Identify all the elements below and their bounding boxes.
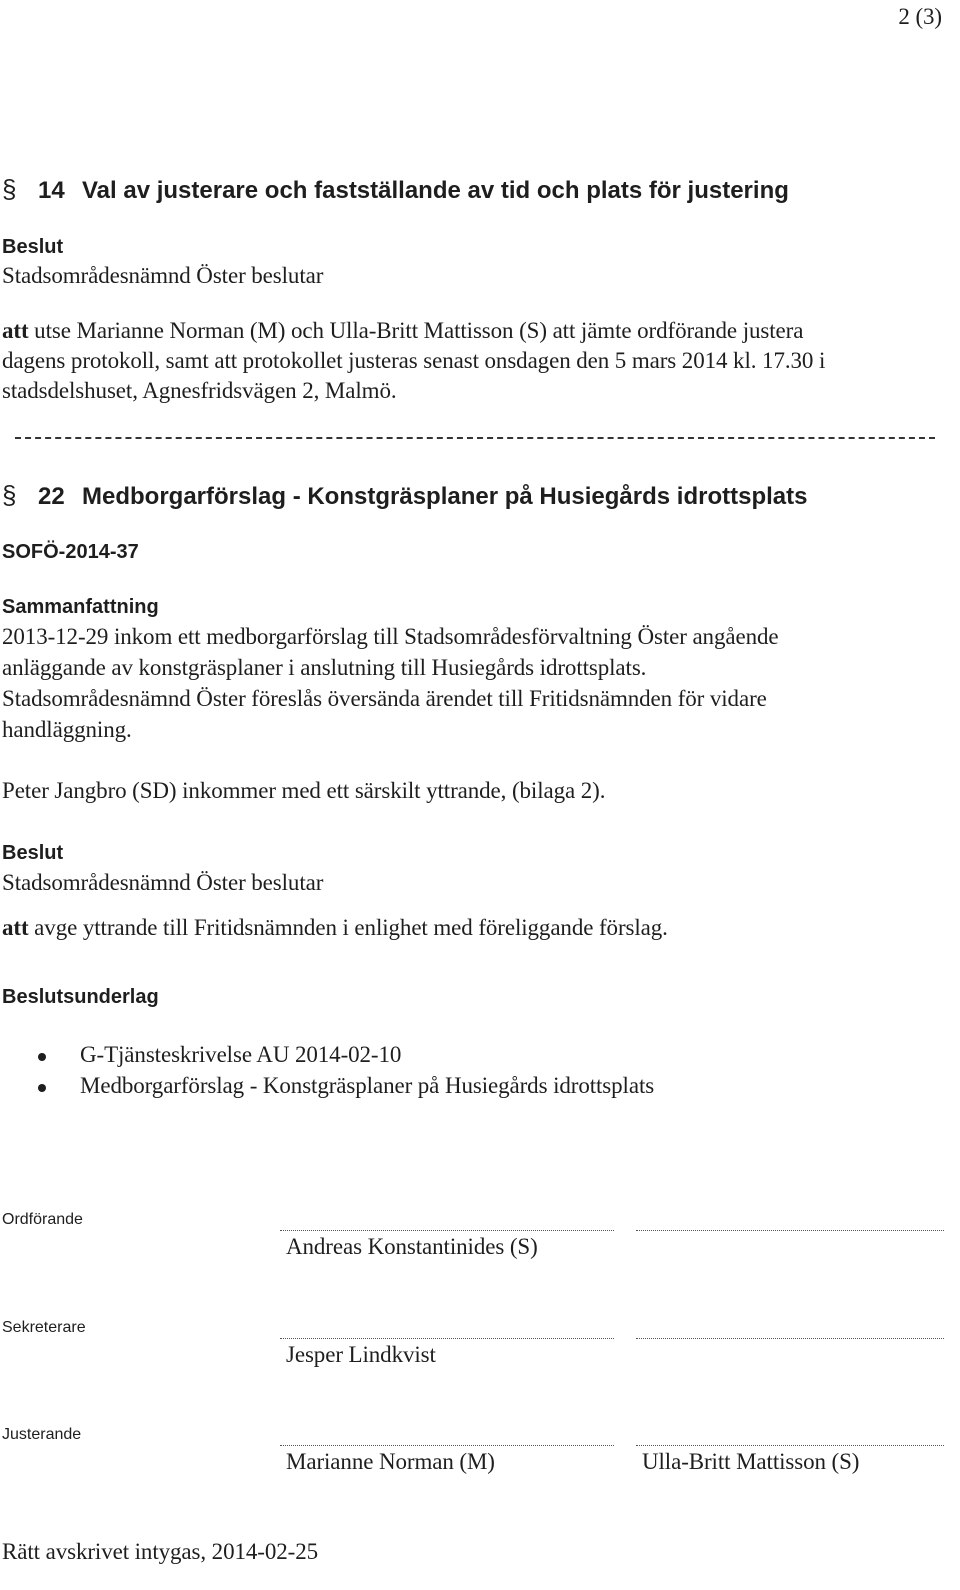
summary-line: 2013-12-29 inkom ett medborgarförslag till Stadsområdesförvaltning Öster angående [2, 624, 779, 649]
decision-text: avge yttrande till Fritidsnämnden i enlighet med föreliggande förslag. [28, 915, 668, 940]
list-item: Medborgarförslag - Konstgräsplaner på Husiegårds idrottsplats [80, 1073, 655, 1098]
adjuster-name: Ulla-Britt Mattisson (S) [642, 1449, 860, 1474]
summary-heading: Sammanfattning [2, 596, 159, 618]
beslut-heading: Beslut [2, 842, 64, 864]
section-number: 22 [38, 483, 65, 510]
case-id: SOFÖ-2014-37 [2, 541, 139, 563]
summary-line: handläggning. [2, 717, 132, 742]
signature-line [280, 1338, 614, 1339]
list-item: G-Tjänsteskrivelse AU 2014-02-10 [80, 1042, 402, 1067]
chair-label: Ordförande [2, 1211, 83, 1228]
secretary-label: Sekreterare [2, 1319, 86, 1336]
decision-line [2, 915, 668, 941]
signature-line [636, 1338, 944, 1339]
certification-footer: Rätt avskrivet intygas, 2014-02-25 [2, 1539, 318, 1564]
att-word: att [2, 915, 29, 940]
decision-text: utse Marianne Norman (M) och Ulla-Britt Mattisson (S) att jämte ordförande justera [28, 318, 804, 343]
underlag-heading: Beslutsunderlag [2, 986, 159, 1008]
signature-line [636, 1445, 944, 1446]
section-number: 14 [38, 177, 65, 204]
signature-line [280, 1445, 614, 1446]
section-separator [15, 437, 935, 439]
adjusters-label: Justerande [2, 1426, 82, 1443]
page-number: 2 (3) [898, 4, 942, 29]
beslut-intro: Stadsområdesnämnd Öster beslutar [2, 870, 324, 895]
att-word: att [2, 318, 29, 343]
decision-line: stadsdelshuset, Agnesfridsvägen 2, Malmö. [2, 378, 397, 403]
section-title: Val av justerare och fastställande av tid och plats för justering [82, 177, 789, 204]
section-symbol: § [2, 174, 17, 204]
chair-name: Andreas Konstantinides (S) [286, 1234, 538, 1259]
bullet-icon [38, 1084, 46, 1092]
special-statement: Peter Jangbro (SD) inkommer med ett särskilt yttrande, (bilaga 2). [2, 778, 606, 803]
decision-line: dagens protokoll, samt att protokollet justeras senast onsdagen den 5 mars 2014 kl. 17.30 i [2, 348, 826, 373]
signature-line [636, 1230, 944, 1231]
signature-line [280, 1230, 614, 1231]
section-symbol: § [2, 480, 17, 510]
beslut-intro: Stadsområdesnämnd Öster beslutar [2, 263, 324, 288]
bullet-icon [38, 1053, 46, 1061]
decision-line [2, 318, 803, 344]
summary-line: Stadsområdesnämnd Öster föreslås översända ärendet till Fritidsnämnden för vidare [2, 686, 767, 711]
summary-line: anläggande av konstgräsplaner i anslutning till Husiegårds idrottsplats. [2, 655, 647, 680]
beslut-heading: Beslut [2, 236, 64, 258]
secretary-name: Jesper Lindkvist [286, 1342, 436, 1367]
adjuster-name: Marianne Norman (M) [286, 1449, 495, 1474]
section-title: Medborgarförslag - Konstgräsplaner på Husiegårds idrottsplats [82, 483, 808, 510]
